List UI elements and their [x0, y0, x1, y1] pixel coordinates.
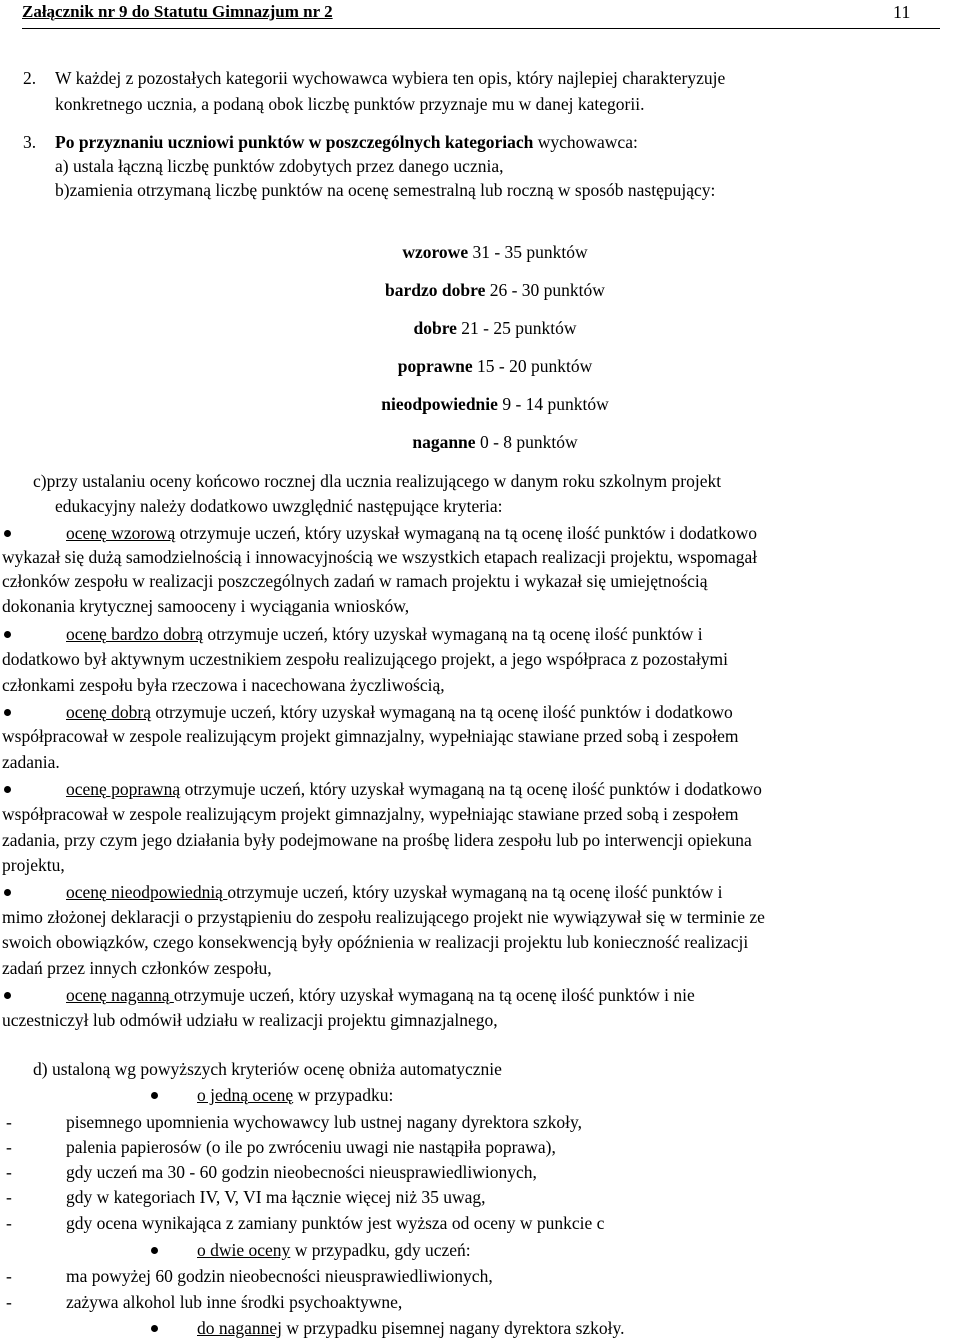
criterion-grade-label: ocenę naganną: [66, 985, 174, 1005]
one-grade-item: palenia papierosów (o ile po zwróceniu uwagi nie nastąpiła poprawa),: [66, 1137, 556, 1157]
criterion-bardzo-dobra-line: członkami zespołu była rzeczowa i nacechowana życzliwością,: [2, 675, 445, 695]
grade-row-poprawne: [0, 355, 960, 377]
bullet-icon: [151, 1092, 158, 1099]
two-grades-rest: w przypadku, gdy uczeń:: [290, 1240, 471, 1260]
point-3-a: a) ustala łączną liczbę punktów zdobytych przez danego ucznia,: [55, 156, 504, 176]
grade-name: bardzo dobre: [385, 280, 486, 300]
criterion-poprawna-line: projektu,: [2, 855, 65, 875]
dash-marker: -: [6, 1137, 12, 1157]
bullet-icon: [151, 1247, 158, 1254]
criterion-grade-label: ocenę wzorową: [66, 523, 176, 543]
point-3-intro-bold: Po przyznaniu uczniowi punktów w poszczególnych kategoriach: [55, 132, 534, 152]
dash-marker: -: [6, 1112, 12, 1132]
grade-range: 21 - 25 punktów: [456, 318, 577, 338]
one-grade-rest: w przypadku:: [293, 1085, 394, 1105]
criterion-text: otrzymuje uczeń, który uzyskał wymaganą na tą ocenę ilość punktów i dodatkowo: [175, 523, 758, 543]
grade-range: 26 - 30 punktów: [485, 280, 605, 300]
criterion-grade-label: ocenę bardzo dobrą: [66, 624, 204, 644]
two-grades-heading: [197, 1239, 471, 1261]
bullet-icon: [4, 709, 11, 716]
grade-name: dobre: [413, 318, 457, 338]
grade-name: poprawne: [397, 356, 473, 376]
criterion-nieodpowiednia-first-line: [66, 881, 723, 903]
bullet-icon: [4, 786, 11, 793]
to-naganne-rest: w przypadku pisemnej nagany dyrektora szkoły.: [282, 1318, 625, 1338]
grade-range: 9 - 14 punktów: [497, 394, 609, 414]
two-grades-label: o dwie oceny: [197, 1240, 291, 1260]
two-grades-item: ma powyżej 60 godzin nieobecności nieusprawiedliwionych,: [66, 1266, 493, 1286]
point-2-number: 2.: [23, 68, 37, 88]
bullet-icon: [4, 992, 11, 999]
page-number: 11: [893, 2, 911, 22]
criterion-text: otrzymuje uczeń, który uzyskał wymaganą na tą ocenę ilość punktów i dodatkowo: [151, 702, 733, 722]
criterion-wzorowa-line: członków zespołu w realizacji poszczególnych zadań w ramach projektu i wykazał się umiejętnością: [2, 571, 708, 591]
bullet-icon: [4, 631, 11, 638]
criterion-text: otrzymuje uczeń, który uzyskał wymaganą na tą ocenę ilość punktów i nie: [173, 985, 695, 1005]
bullet-icon: [4, 530, 11, 537]
to-naganne-label: do nagannej: [197, 1318, 283, 1338]
criterion-nieodpowiednia-line: zadań przez innych członków zespołu,: [2, 958, 272, 978]
one-grade-item: pisemnego upomnienia wychowawcy lub ustnej nagany dyrektora szkoły,: [66, 1112, 582, 1132]
criterion-text: otrzymuje uczeń, który uzyskał wymaganą na tą ocenę ilość punktów i dodatkowo: [180, 779, 762, 799]
dash-marker: -: [6, 1213, 12, 1233]
section-d-intro: d) ustaloną wg powyższych kryteriów ocenę obniża automatycznie: [33, 1059, 502, 1079]
to-naganne-heading: [197, 1317, 625, 1339]
one-grade-label: o jedną ocenę: [197, 1085, 294, 1105]
grade-row-bardzo-dobre: [0, 279, 960, 301]
grade-name: wzorowe: [402, 242, 469, 262]
criterion-wzorowa-first-line: [66, 522, 757, 544]
one-grade-item: gdy w kategoriach IV, V, VI ma łącznie więcej niż 35 uwag,: [66, 1187, 486, 1207]
header-rule: [22, 28, 940, 29]
dash-marker: -: [6, 1187, 12, 1207]
dash-marker: -: [6, 1162, 12, 1182]
criterion-text: otrzymuje uczeń, który uzyskał wymaganą na tą ocenę ilość punktów i: [227, 882, 723, 902]
grade-name: nieodpowiednie: [381, 394, 498, 414]
grade-row-naganne: [0, 431, 960, 453]
grade-name: naganne: [412, 432, 476, 452]
criterion-nieodpowiednia-line: mimo złożonej deklaracji o przystąpieniu do zespołu realizującego projekt nie wywiązywał się w terminie ze: [2, 907, 765, 927]
criterion-bardzo-dobra-first-line: [66, 623, 703, 645]
grade-row-dobre: [0, 317, 960, 339]
grade-range: 0 - 8 punktów: [475, 432, 578, 452]
header-title: Załącznik nr 9 do Statutu Gimnazjum nr 2: [22, 2, 333, 21]
dash-marker: -: [6, 1266, 12, 1286]
point-3-number: 3.: [23, 132, 37, 152]
section-c-line-2: edukacyjny należy dodatkowo uwzględnić następujące kryteria:: [55, 496, 503, 516]
criterion-dobra-first-line: [66, 701, 733, 723]
criterion-grade-label: ocenę nieodpowiednią: [66, 882, 228, 902]
point-3-intro-rest: wychowawca:: [533, 132, 638, 152]
two-grades-item: zażywa alkohol lub inne środki psychoaktywne,: [66, 1292, 403, 1312]
criterion-wzorowa-line: wykazał się dużą samodzielnością i innowacyjnością we wszystkich etapach realizacji projektu, wspomagał: [2, 547, 758, 567]
point-3-b: b)zamienia otrzymaną liczbę punktów na ocenę semestralną lub roczną w sposób następujący:: [55, 180, 716, 200]
criterion-text: otrzymuje uczeń, który uzyskał wymaganą na tą ocenę ilość punktów i: [203, 624, 703, 644]
grade-range: 15 - 20 punktów: [472, 356, 593, 376]
criterion-dobra-line: zadania.: [2, 752, 60, 772]
point-2-line-2: konkretnego ucznia, a podaną obok liczbę punktów przyznaje mu w danej kategorii.: [55, 94, 645, 114]
dash-marker: -: [6, 1292, 12, 1312]
point-3-intro: [55, 131, 638, 153]
criterion-poprawna-line: zadania, przy czym jego działania były podejmowane na prośbę lidera zespołu lub po interwencji opiekuna: [2, 830, 752, 850]
one-grade-heading: [197, 1084, 393, 1106]
section-c-line-1: c)przy ustalaniu oceny końcowo rocznej dla ucznia realizującego w danym roku szkolnym projekt: [33, 471, 722, 491]
bullet-icon: [4, 889, 11, 896]
criterion-naganna-first-line: [66, 984, 695, 1006]
criterion-grade-label: ocenę dobrą: [66, 702, 152, 722]
grade-row-nieodpowiednie: [0, 393, 960, 415]
criterion-grade-label: ocenę poprawną: [66, 779, 181, 799]
criterion-wzorowa-line: dokonania krytycznej samooceny i wyciągania wniosków,: [2, 596, 410, 616]
criterion-poprawna-first-line: [66, 778, 762, 800]
grade-range: 31 - 35 punktów: [468, 242, 588, 262]
grade-row-wzorowe: [0, 241, 960, 263]
criterion-naganna-line: uczestniczył lub odmówił udziału w realizacji projektu gimnazjalnego,: [2, 1010, 498, 1030]
bullet-icon: [151, 1325, 158, 1332]
point-2-line-1: W każdej z pozostałych kategorii wychowawca wybiera ten opis, który najlepiej charakteryzuje: [55, 68, 726, 88]
criterion-bardzo-dobra-line: dodatkowo był aktywnym uczestnikiem zespołu realizującego projekt, a jego współpraca z pozostałymi: [2, 649, 729, 669]
one-grade-item: gdy ocena wynikająca z zamiany punktów jest wyższa od oceny w punkcie c: [66, 1213, 605, 1233]
criterion-poprawna-line: współpracował w zespole realizującym projekt gimnazjalny, wypełniając stawiane przed sobą i zespołem: [2, 804, 739, 824]
one-grade-item: gdy uczeń ma 30 - 60 godzin nieobecności nieusprawiedliwionych,: [66, 1162, 537, 1182]
criterion-nieodpowiednia-line: swoich obowiązków, czego konsekwencją były opóźnienia w realizacji projektu lub konieczność realizacji: [2, 932, 749, 952]
criterion-dobra-line: współpracował w zespole realizującym projekt gimnazjalny, wypełniając stawiane przed sobą i zespołem: [2, 726, 739, 746]
